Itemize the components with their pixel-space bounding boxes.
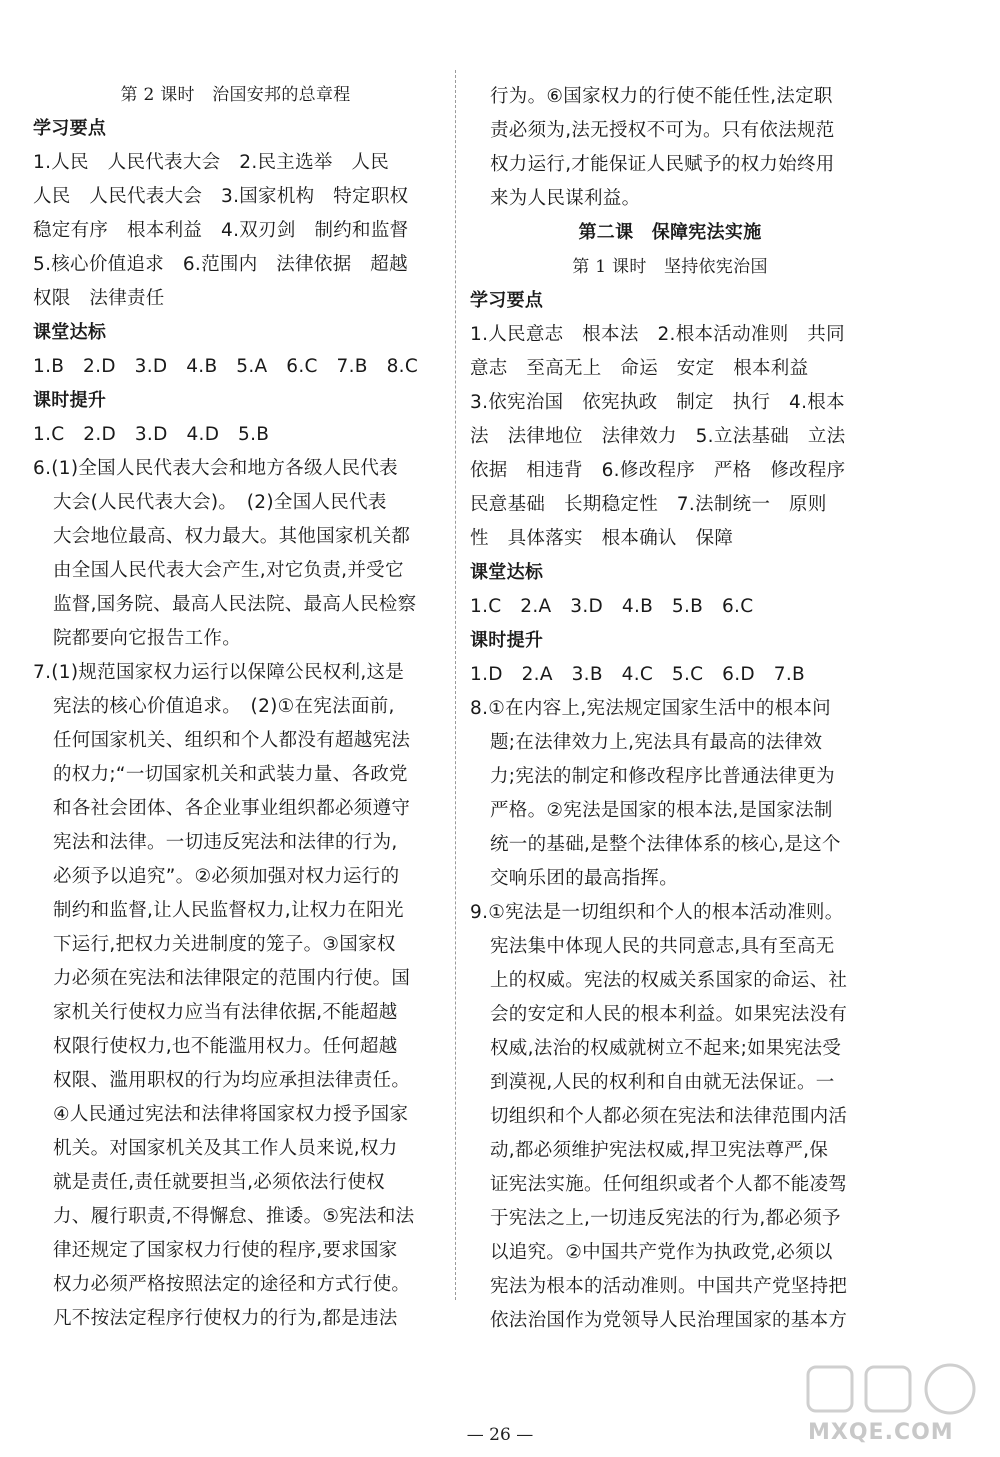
- text-line: 责必须为,法无授权不可为。只有依法规范: [490, 120, 835, 141]
- text-line: 题;在法律效力上,宪法具有最高的法律效: [490, 732, 823, 753]
- text-line: 法 法律地位 法律效力 5.立法基础 立法: [470, 426, 846, 447]
- text-line: 权威,法治的权威就树立不起来;如果宪法受: [490, 1038, 842, 1059]
- text-line: 民意基础 长期稳定性 7.法制统一 原则: [470, 494, 827, 515]
- text-line: 来为人民谋利益。: [490, 188, 641, 209]
- text-line: 依据 相违背 6.修改程序 严格 修改程序: [470, 460, 846, 481]
- text-line: 大会地位最高、权力最大。其他国家机关都: [53, 526, 411, 547]
- text-line: 宪法的核心价值追求。 (2)①在宪法面前,: [53, 696, 395, 717]
- text-line: 性 具体落实 根本确认 保障: [470, 528, 734, 549]
- text-line: 权限 法律责任: [33, 288, 165, 309]
- text-line: 就是责任,责任就要担当,必须依法行使权: [53, 1172, 385, 1193]
- text-line: 意志 至高无上 命运 安定 根本利益: [470, 358, 809, 379]
- text-line: 宪法集中体现人民的共同意志,具有至高无: [490, 936, 835, 957]
- text-line: ④人民通过宪法和法律将国家权力授予国家: [53, 1104, 409, 1125]
- text-line: 人民 人民代表大会 3.国家机构 特定职权: [33, 186, 409, 207]
- text-line: 1.人民意志 根本法 2.根本活动准则 共同: [470, 324, 845, 345]
- text-line: 3.依宪治国 依宪执政 制定 执行 4.根本: [470, 392, 845, 413]
- lesson-title: 第 1 课时 坚持依宪治国: [572, 257, 768, 277]
- text-line: 依法治国作为党领导人民治理国家的基本方: [490, 1310, 848, 1331]
- text-line: 9.①宪法是一切组织和个人的根本活动准则。: [470, 902, 844, 923]
- section-heading: 课时提升: [33, 390, 107, 411]
- text-line: 凡不按法定程序行使权力的行为,都是违法: [53, 1308, 398, 1329]
- text-line: 大会(人民代表大会)。 (2)全国人民代表: [53, 492, 387, 513]
- text-line: 交响乐团的最高指挥。: [490, 868, 679, 889]
- text-line: 稳定有序 根本利益 4.双刃剑 制约和监督: [33, 220, 409, 241]
- section-heading: 课堂达标: [33, 322, 107, 343]
- text-line: 动,都必须维护宪法权威,捍卫宪法尊严,保: [490, 1140, 829, 1161]
- watermark-logo-icon: [800, 1359, 990, 1419]
- text-line: 上的权威。宪法的权威关系国家的命运、社: [490, 970, 848, 991]
- text-line: 5.核心价值追求 6.范围内 法律依据 超越: [33, 254, 408, 275]
- text-line: 严格。②宪法是国家的根本法,是国家法制: [490, 800, 833, 821]
- text-line: 8.①在内容上,宪法规定国家生活中的根本问: [470, 698, 831, 719]
- text-line: 机关。对国家机关及其工作人员来说,权力: [53, 1138, 398, 1159]
- text-line: 权限、滥用职权的行为均应承担法律责任。: [53, 1070, 411, 1091]
- text-line: 力、履行职责,不得懈怠、推诿。⑤宪法和法: [53, 1206, 415, 1227]
- text-line: 以追究。②中国共产党作为执政党,必须以: [490, 1242, 833, 1263]
- text-line: 律还规定了国家权力行使的程序,要求国家: [53, 1240, 398, 1261]
- section-heading: 学习要点: [33, 118, 107, 139]
- text-line: 监督,国务院、最高人民法院、最高人民检察: [53, 594, 417, 615]
- text-line: 1.人民 人民代表大会 2.民主选举 人民: [33, 152, 390, 173]
- text-line: 1.C 2.A 3.D 4.B 5.B 6.C: [470, 596, 754, 617]
- text-line: 任何国家机关、组织和个人都没有超越宪法: [53, 730, 411, 751]
- text-line: 1.B 2.D 3.D 4.B 5.A 6.C 7.B 8.C: [33, 356, 419, 377]
- text-line: 6.(1)全国人民代表大会和地方各级人民代表: [33, 458, 398, 479]
- right-column: [470, 80, 870, 1338]
- section-heading: 课堂达标: [470, 562, 544, 583]
- text-line: 家机关行使权力应当有法律依据,不能超越: [53, 1002, 398, 1023]
- text-line: 下运行,把权力关进制度的笼子。③国家权: [53, 934, 396, 955]
- text-line: 1.C 2.D 3.D 4.D 5.B: [33, 424, 270, 445]
- text-line: 统一的基础,是整个法律体系的核心,是这个: [490, 834, 841, 855]
- section-heading: 学习要点: [470, 290, 544, 311]
- text-line: 院都要向它报告工作。: [53, 628, 242, 649]
- text-line: 由全国人民代表大会产生,对它负责,并受它: [53, 560, 404, 581]
- text-line: 制约和监督,让人民监督权力,让权力在阳光: [53, 900, 404, 921]
- text-line: 于宪法之上,一切违反宪法的行为,都必须予: [490, 1208, 841, 1229]
- column-divider: [455, 70, 456, 1300]
- text-line: 权力运行,才能保证人民赋予的权力始终用: [490, 154, 835, 175]
- lesson-title: 第 2 课时 治国安邦的总章程: [120, 85, 351, 105]
- watermark: [800, 1359, 990, 1449]
- page-number: — 26 —: [466, 1425, 534, 1445]
- text-line: 切组织和个人都必须在宪法和法律范围内活: [490, 1106, 848, 1127]
- text-line: 力;宪法的制定和修改程序比普通法律更为: [490, 766, 835, 787]
- text-line: 力必须在宪法和法律限定的范围内行使。国: [53, 968, 411, 989]
- text-line: 会的安定和人民的根本利益。如果宪法没有: [490, 1004, 848, 1025]
- text-line: 宪法为根本的活动准则。中国共产党坚持把: [490, 1276, 848, 1297]
- text-line: 权力必须严格按照法定的途径和方式行使。: [53, 1274, 411, 1295]
- text-line: 宪法和法律。一切违反宪法和法律的行为,: [53, 832, 398, 853]
- text-line: 1.D 2.A 3.B 4.C 5.C 6.D 7.B: [470, 664, 806, 685]
- text-line: 必须予以追究”。②必须加强对权力运行的: [53, 866, 400, 887]
- watermark-site: MXQE.COM: [808, 1420, 954, 1445]
- text-line: 到漠视,人民的权利和自由就无法保证。一: [490, 1072, 835, 1093]
- lesson-title: 第二课 保障宪法实施: [578, 222, 762, 243]
- section-heading: 课时提升: [470, 630, 544, 651]
- text-line: 7.(1)规范国家权力运行以保障公民权利,这是: [33, 662, 405, 683]
- text-line: 权限行使权力,也不能滥用权力。任何超越: [53, 1036, 398, 1057]
- text-line: 的权力;“一切国家机关和武装力量、各政党: [53, 764, 408, 785]
- left-column: [33, 78, 438, 1336]
- text-line: 行为。⑥国家权力的行使不能任性,法定职: [490, 86, 833, 107]
- text-line: 和各社会团体、各企业事业组织都必须遵守: [53, 798, 411, 819]
- text-line: 证宪法实施。任何组织或者个人都不能凌驾: [490, 1174, 848, 1195]
